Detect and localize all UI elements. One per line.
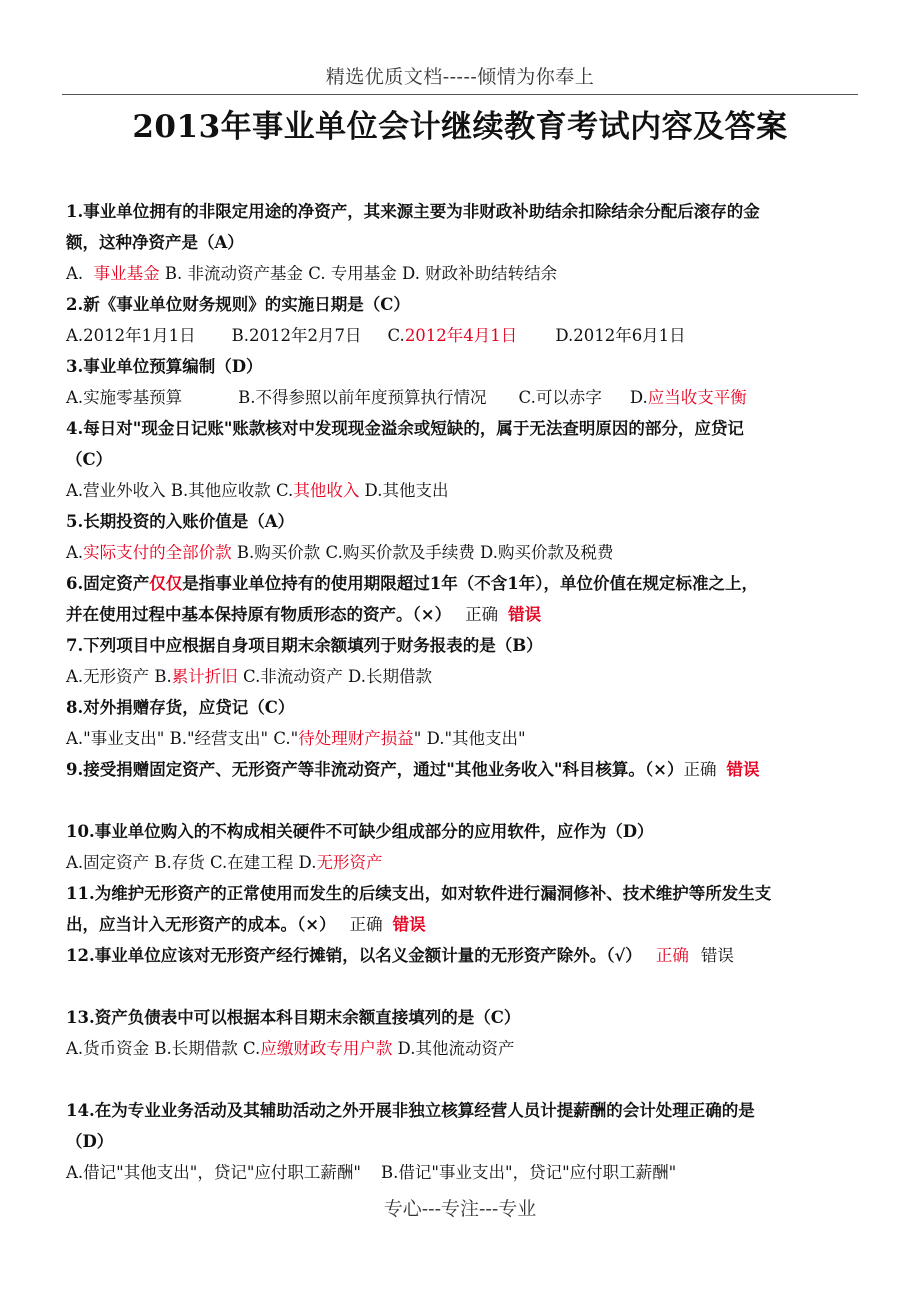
q1-stem-line2: 额，这种净资产是（A）: [66, 233, 244, 252]
q8-options: [66, 723, 856, 754]
q7-option-a: A.无形资产 B.: [66, 667, 172, 686]
q6-wrong-answer: 错误: [508, 605, 542, 624]
page-header: 精选优质文档-----倾情为你奉上: [325, 66, 595, 88]
q9-correct: 正确: [683, 760, 717, 779]
q5-other-options: B.购买价款 C.购买价款及手续费 D.购买价款及税费: [231, 543, 614, 562]
q7-other-options: C.非流动资产 D.长期借款: [237, 667, 432, 686]
q4-options-before: A.营业外收入 B.其他应收款 C.: [66, 481, 294, 500]
q4-stem-line1: 4.每日对"现金日记账"账款核对中发现现金溢余或短缺的，属于无法查明原因的部分，应贷记: [66, 419, 744, 438]
q9-wrong-answer: 错误: [726, 760, 760, 779]
q4-options: [66, 475, 856, 506]
blank-line: [66, 1064, 856, 1095]
q5-option-a-prefix: A.: [66, 543, 84, 562]
q1-answer-a: 事业基金: [93, 264, 160, 283]
q2-options: [66, 320, 856, 351]
q6-line2-text: 并在使用过程中基本保持原有物质形态的资产。（×）: [66, 605, 452, 624]
q4-stem-line2: （C）: [66, 450, 113, 469]
q1-option-a-prefix: A.: [66, 264, 84, 283]
q2-answer-c: 2012年4月1日: [404, 326, 518, 345]
q3-option-d-prefix: D.: [629, 388, 648, 407]
q3-option-c: C.可以赤字: [518, 388, 602, 407]
q2-stem: 2.新《事业单位财务规则》的实施日期是（C）: [66, 295, 410, 314]
q13-options-before: A.货币资金 B.长期借款 C.: [66, 1039, 261, 1058]
q5-answer-a: 实际支付的全部价款: [83, 543, 232, 562]
q8-stem: 8.对外捐赠存货，应贷记（C）: [66, 698, 295, 717]
q2-option-a: A.2012年1月1日: [66, 326, 196, 345]
q13-options: [66, 1033, 856, 1064]
q12-wrong: 错误: [700, 946, 734, 965]
q3-options: [66, 382, 856, 413]
q6-line1-b: 是指事业单位持有的使用期限超过1年（不含1年），单位价值在规定标准之上，: [182, 574, 758, 593]
q8-options-after: " D."其他支出": [413, 729, 526, 748]
q14-stem-line1: 14.在为专业业务活动及其辅助活动之外开展非独立核算经营人员计提薪酬的会计处理正确的是: [66, 1101, 755, 1120]
q11-wrong-answer: 错误: [392, 915, 426, 934]
q2-option-d: D.2012年6月1日: [555, 326, 686, 345]
q5-options: [66, 537, 856, 568]
q6-line1: [66, 568, 856, 599]
q12-stem: 12.事业单位应该对无形资产经行摊销，以名义金额计量的无形资产除外。（√）: [66, 946, 642, 965]
q4-options-after: D.其他支出: [359, 481, 449, 500]
q10-stem: 10.事业单位购入的不构成相关硬件不可缺少组成部分的应用软件，应作为（D）: [66, 822, 654, 841]
q10-options: [66, 847, 856, 878]
q3-answer-d: 应当收支平衡: [647, 388, 747, 407]
q8-options-before: A."事业支出" B."经营支出" C.": [66, 729, 299, 748]
blank-line: [66, 785, 856, 816]
q11-correct: 正确: [349, 915, 383, 934]
document-body: [66, 196, 856, 1188]
q13-answer-c: 应缴财政专用户款: [260, 1039, 393, 1058]
q4-answer-c: 其他收入: [293, 481, 360, 500]
q10-options-before: A.固定资产 B.存货 C.在建工程 D.: [66, 853, 317, 872]
q7-stem: 7.下列项目中应根据自身项目期末余额填列于财务报表的是（B）: [66, 636, 543, 655]
q13-options-after: D.其他流动资产: [392, 1039, 515, 1058]
blank-line: [66, 971, 856, 1002]
q6-highlight: 仅仅: [149, 574, 183, 593]
document-title: 2013年事业单位会计继续教育考试内容及答案: [132, 109, 788, 145]
page-footer: 专心---专注---专业: [383, 1198, 537, 1220]
q9-line: [66, 754, 856, 785]
q2-option-c-prefix: C.: [387, 326, 405, 345]
q3-option-b: B.不得参照以前年度预算执行情况: [238, 388, 487, 407]
q1-stem-line1: 1.事业单位拥有的非限定用途的净资产，其来源主要为非财政补助结余扣除结余分配后滚存的金: [66, 202, 760, 221]
header-divider: [62, 94, 858, 95]
q14-stem-line2: （D）: [66, 1132, 114, 1151]
q11-line2: [66, 909, 856, 940]
q2-option-b: B.2012年2月7日: [231, 326, 362, 345]
q12-line: [66, 940, 856, 971]
q5-stem: 5.长期投资的入账价值是（A）: [66, 512, 295, 531]
q3-option-a: A.实施零基预算: [66, 388, 183, 407]
q9-stem: 9.接受捐赠固定资产、无形资产等非流动资产，通过"其他业务收入"科目核算。（×）: [66, 760, 684, 779]
q11-line1: 11.为维护无形资产的正常使用而发生的后续支出，如对软件进行漏洞修补、技术维护等所发生支: [66, 884, 772, 903]
q14-option-b: B.借记"事业支出"，贷记"应付职工薪酬": [381, 1163, 677, 1182]
q7-answer-b: 累计折旧: [171, 667, 238, 686]
q6-correct: 正确: [465, 605, 499, 624]
q13-stem: 13.资产负债表中可以根据本科目期末余额直接填列的是（C）: [66, 1008, 521, 1027]
q14-option-a: A.借记"其他支出"，贷记"应付职工薪酬": [66, 1163, 362, 1182]
q10-answer-d: 无形资产: [316, 853, 383, 872]
q3-stem: 3.事业单位预算编制（D）: [66, 357, 263, 376]
q1-options: [66, 258, 856, 289]
q11-line2-text: 出，应当计入无形资产的成本。（×）: [66, 915, 336, 934]
q1-other-options: B. 非流动资产基金 C. 专用基金 D. 财政补助结转结余: [164, 264, 558, 283]
q14-options: [66, 1157, 856, 1188]
q6-line2: [66, 599, 856, 630]
q12-correct-answer: 正确: [655, 946, 689, 965]
q6-line1-a: 6.固定资产: [66, 574, 150, 593]
q7-options: [66, 661, 856, 692]
q8-answer-c: 待处理财产损益: [298, 729, 414, 748]
